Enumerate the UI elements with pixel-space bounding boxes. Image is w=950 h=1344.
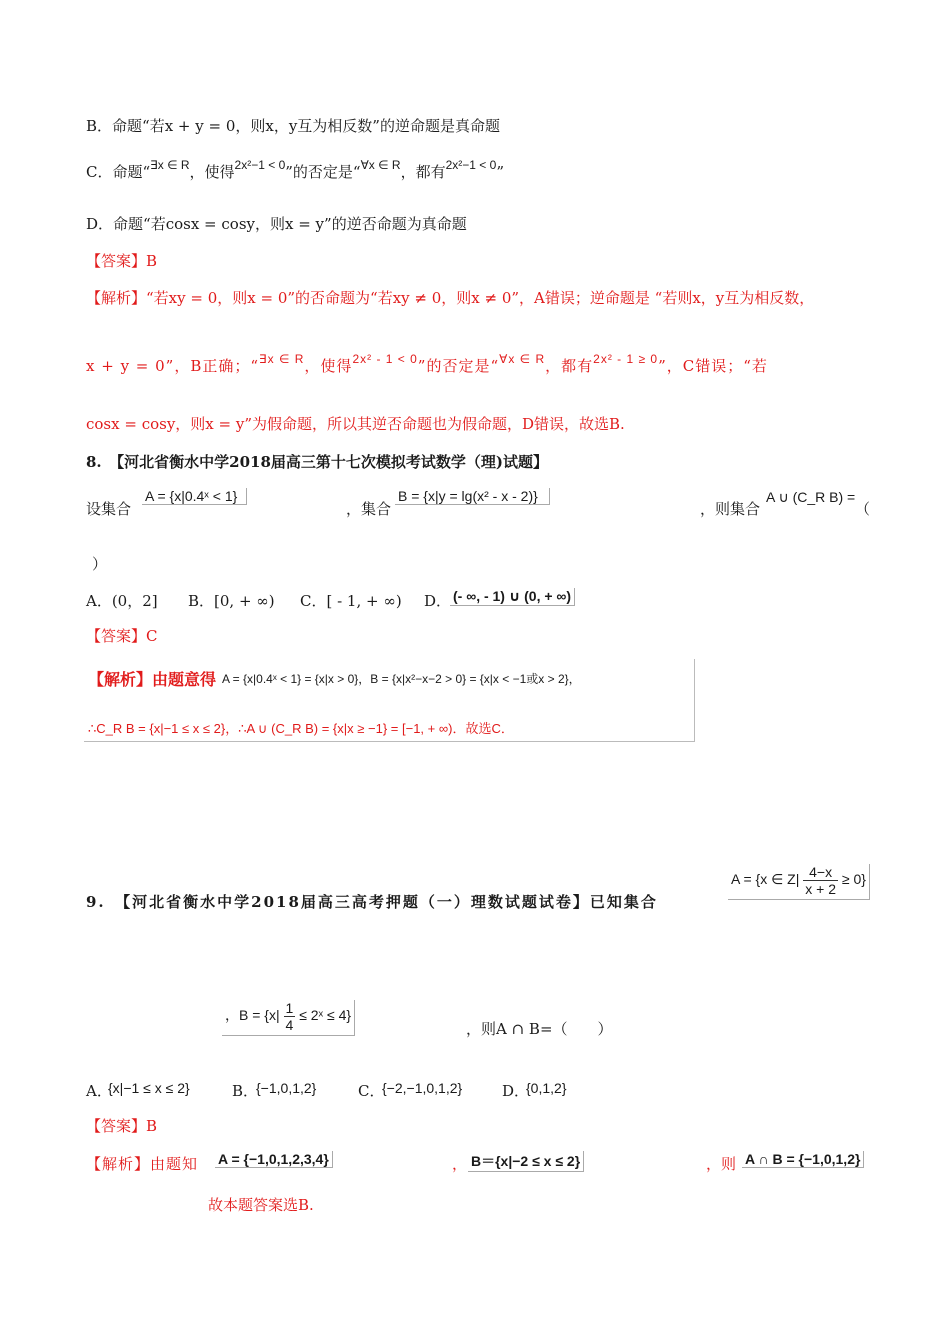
q9-setB	[222, 1000, 355, 1036]
math: ，B = {x|	[225, 1007, 280, 1024]
math: ∀x ∈ R	[499, 352, 546, 366]
math: ∀x ∈ R	[360, 158, 401, 172]
q8-setA: A = {x|0.4ˣ < 1}	[142, 488, 247, 505]
q8-paren: （	[855, 500, 871, 518]
q9-option-d-label: D．	[502, 1082, 530, 1100]
q8-setB: B = {x|y = lg(x² - x - 2)}	[395, 488, 550, 505]
q8-answer: 【答案】C	[86, 627, 158, 645]
math: 2x²−1 < 0	[234, 158, 286, 172]
q8-jiexi-line1: A = {x|0.4ˣ < 1} = {x|x > 0}，B = {x|x²−x−2 > 0} = {x|x < −1或x > 2}，	[222, 672, 581, 686]
text: ，都有	[400, 163, 446, 181]
q7-jiexi-line3: cosx = cosy，则x = y”为假命题，所以其逆否命题也为假命题，D错误，故选B.	[86, 415, 625, 433]
q9-option-b: {−1,0,1,2}	[256, 1080, 317, 1096]
q7-option-d: D．命题“若cosx = cosy，则x = y”的逆否命题为真命题	[86, 215, 467, 233]
fraction	[803, 864, 838, 897]
q8-expr: A ∪ (C_R B) =	[766, 489, 856, 505]
text: ”，C错误；“若	[658, 357, 768, 375]
text: x + y = 0”，B正确；“	[86, 357, 260, 375]
math: ∃x ∈ R	[150, 158, 190, 172]
text: ”的否定是“	[417, 357, 500, 375]
q8-jiexi-line2: ∴C_R B = {x|−1 ≤ x ≤ 2}，∴A ∪ (C_R B) = {x|x ≥ −1} = [−1, + ∞)．故选C．	[88, 721, 514, 736]
math: 2x²−1 < 0	[445, 158, 497, 172]
q9-conclusion: 故本题答案选B.	[208, 1196, 314, 1214]
q8-set-end: ，则集合	[700, 500, 761, 518]
q9-option-d: {0,1,2}	[526, 1080, 567, 1096]
q8-option-d: (- ∞, - 1) ∪ (0, + ∞)	[450, 588, 575, 606]
q8-option-c: C．[ - 1, + ∞)	[300, 592, 402, 610]
q9-jiexi-sep2: ，则	[706, 1155, 737, 1173]
q8-title: 8. 【河北省衡水中学2018届高三第十七次模拟考试数学（理)试题】	[86, 453, 549, 471]
text: ，使得	[189, 163, 235, 181]
q9-jiexi-result: A ∩ B = {−1,0,1,2}	[742, 1151, 864, 1168]
math: ∃x ∈ R	[259, 352, 305, 366]
text: ，使得	[304, 357, 353, 375]
math: 2x² - 1 < 0	[352, 352, 418, 366]
q9-title: 9. 【河北省衡水中学2018届高三高考押题（一）理数试题试卷】已知集合	[86, 893, 658, 911]
q8-set-pre: 设集合	[86, 500, 132, 518]
q9-answer: 【答案】B	[86, 1117, 158, 1135]
q7-jiexi-line2	[86, 352, 768, 377]
q9-then: ，则A ∩ B=（ ）	[466, 1020, 613, 1038]
q7-option-c	[86, 158, 504, 183]
q8-set-mid: ，集合	[346, 500, 392, 518]
numerator: 1	[285, 1000, 294, 1016]
text: ，都有	[545, 357, 594, 375]
text: C．命题“	[86, 163, 151, 181]
q9-jiexi-sep1: ，	[452, 1155, 468, 1173]
q8-option-d-label: D．	[424, 592, 452, 610]
q8-paren-close: ）	[92, 555, 108, 573]
q8-jiexi-label: 【解析】由题意得	[88, 670, 217, 689]
denominator: 4	[285, 1017, 294, 1033]
fraction	[284, 1000, 296, 1033]
numerator: 4−x	[803, 864, 838, 881]
q9-option-a-label: A．	[86, 1082, 112, 1100]
q9-setA	[728, 864, 870, 900]
q7-answer: 【答案】B	[86, 252, 158, 270]
q9-jiexi-label: 【解析】由题知	[86, 1155, 199, 1173]
q9-jiexi-setA: A = {−1,0,1,2,3,4}	[215, 1151, 333, 1168]
text: ”	[496, 163, 504, 181]
q9-option-c-label: C．	[358, 1082, 385, 1100]
text: ”的否定是“	[285, 163, 361, 181]
math: 2x² - 1 ≥ 0	[593, 352, 659, 366]
q7-jiexi-line1: 【解析】“若xy = 0，则x = 0”的否命题为“若xy ≠ 0，则x ≠ 0”，A错误；逆命题是 “若则x，y互为相反数，	[86, 289, 815, 307]
q9-option-a: {x|−1 ≤ x ≤ 2}	[108, 1080, 190, 1096]
math: A = {x ∈ Z|	[731, 871, 800, 888]
denominator: x + 2	[805, 881, 836, 897]
q8-option-a: A．(0，2]	[86, 592, 158, 610]
q7-option-b: B．命题“若x + y = 0，则x，y互为相反数”的逆命题是真命题	[86, 117, 500, 135]
math: ≥ 0}	[841, 871, 866, 888]
q9-jiexi-setB: B＝{x|−2 ≤ x ≤ 2}	[468, 1151, 584, 1172]
q9-option-b-label: B．	[232, 1082, 259, 1100]
q9-option-c: {−2,−1,0,1,2}	[382, 1080, 463, 1096]
math: ≤ 2ˣ ≤ 4}	[299, 1007, 352, 1024]
q8-option-b: B．[0, + ∞)	[188, 592, 275, 610]
